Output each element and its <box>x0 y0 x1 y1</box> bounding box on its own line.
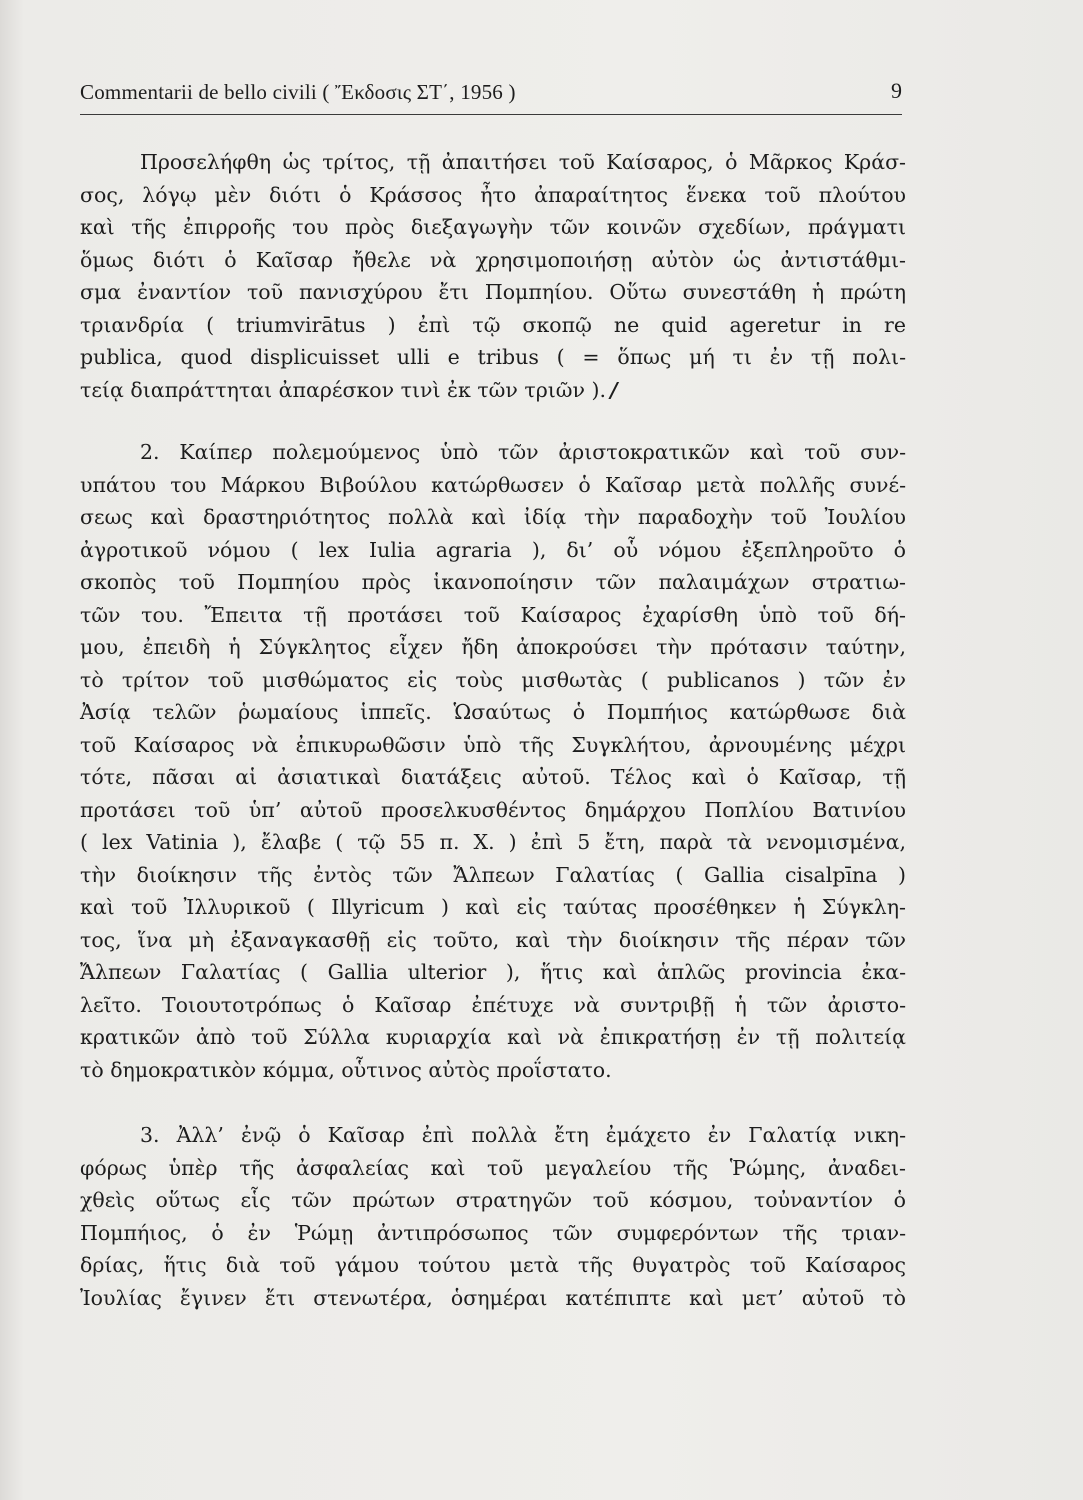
text-line: Ἀσίᾳ τελῶν ῥωμαίους ἱππεῖς. Ὡσαύτως ὁ Πομπήιος κατώρθωσε διὰ <box>80 700 906 724</box>
text-line: χθεὶς οὕτως εἷς τῶν πρώτων στρατηγῶν τοῦ κόσμου, τοὐναντίον ὁ <box>80 1188 906 1212</box>
text-line: μου, ἐπειδὴ ἡ Σύγκλητος εἶχεν ἤδη ἀποκρούσει τὴν πρότασιν ταύτην, <box>80 635 906 659</box>
text-line: υπάτου του Μάρκου Βιβούλου κατώρθωσεν ὁ Καῖσαρ μετὰ πολλῆς συνέ- <box>80 472 906 497</box>
text-line: σος, λόγῳ μὲν διότι ὁ Κράσσος ἦτο ἀπαραίτητος ἕνεκα τοῦ πλούτου <box>80 182 906 207</box>
text-line: τὴν διοίκησιν τῆς ἐντὸς τῶν Ἄλπεων Γαλατίας ( Gallia cisalpīna ) <box>80 862 906 887</box>
text-line: δρίας, ἥτις διὰ τοῦ γάμου τούτου μετὰ τῆς θυγατρὸς τοῦ Καίσαρος <box>80 1253 906 1277</box>
text-line: Ἰουλίας ἔγινεν ἔτι στενωτέρα, ὁσημέραι κατέπιπτε καὶ μετ’ αὐτοῦ τὸ <box>80 1285 906 1310</box>
text-line: Προσελήφθη ὡς τρίτος, τῇ ἀπαιτήσει τοῦ Καίσαρος, ὁ Μᾶρκος Κράσ- <box>140 150 906 174</box>
text-line: τριανδρία ( triumvirātus ) ἐπὶ τῷ σκοπῷ ne quid ageretur in re <box>80 312 906 337</box>
text-line: ( lex Vatinia ), ἔλαβε ( τῷ 55 π. Χ. ) ἐπὶ 5 ἔτη, παρὰ τὰ νενομισμένα, <box>80 830 906 854</box>
text-line-final <box>80 374 906 407</box>
text-line: τοῦ Καίσαρος νὰ ἐπικυρωθῶσιν ὑπὸ τῆς Συγκλήτου, ἀρνουμένης μέχρι <box>80 732 906 757</box>
text-line: λεῖτο. Τοιουτοτρόπως ὁ Καῖσαρ ἐπέτυχε νὰ συντριβῇ ἡ τῶν ἀριστο- <box>80 992 906 1017</box>
text-line: τότε, πᾶσαι αἱ ἀσιατικαὶ διατάξεις αὐτοῦ. Τέλος καὶ ὁ Καῖσαρ, τῇ <box>80 765 906 789</box>
paragraph-spacer <box>80 406 906 436</box>
page-number: 9 <box>891 78 902 103</box>
page-header <box>80 76 902 115</box>
text-line: προτάσει τοῦ ὑπ’ αὐτοῦ προσελκυσθέντος δημάρχου Ποπλίου Βατινίου <box>80 797 906 822</box>
correction-mark: / <box>610 377 618 402</box>
running-title: Commentarii de bello civili ( Ἔκδοσις ΣΤ΄, 1956 ) <box>80 80 516 104</box>
text-line: φόρως ὑπὲρ τῆς ἀσφαλείας καὶ τοῦ μεγαλείου τῆς Ῥώμης, ἀναδει- <box>80 1155 906 1180</box>
text-line: ἀγροτικοῦ νόμου ( lex Iulia agraria ), δι’ οὗ νόμου ἐξεπληροῦτο ὁ <box>80 537 906 562</box>
text-line: Ἄλπεων Γαλατίας ( Gallia ulterior ), ἥτις καὶ ἁπλῶς provincia ἐκα- <box>80 960 906 984</box>
text-line: καὶ τῆς ἐπιρροῆς του πρὸς διεξαγωγὴν τῶν κοινῶν σχεδίων, πράγματι <box>80 215 906 239</box>
text-line: Πομπήιος, ὁ ἐν Ῥώμῃ ἀντιπρόσωπος τῶν συμφερόντων τῆς τριαν- <box>80 1220 906 1245</box>
paragraph-spacer <box>80 1086 906 1119</box>
text-line: καὶ τοῦ Ἰλλυρικοῦ ( Illyricum ) καὶ εἰς ταύτας προσέθηκεν ἡ Σύγκλη- <box>80 895 906 919</box>
text-line: 3. Ἀλλ’ ἐνῷ ὁ Καῖσαρ ἐπὶ πολλὰ ἔτη ἐμάχετο ἐν Γαλατίᾳ νικη- <box>140 1123 906 1147</box>
text-line: ὅμως διότι ὁ Καῖσαρ ἤθελε νὰ χρησιμοποιήσῃ αὐτὸν ὡς ἀντιστάθμι- <box>80 247 906 272</box>
text-line: κρατικῶν ἀπὸ τοῦ Σύλλα κυριαρχία καὶ νὰ ἐπικρατήσῃ ἐν τῇ πολιτείᾳ <box>80 1025 906 1049</box>
text-line: τος, ἵνα μὴ ἐξαναγκασθῇ εἰς τοῦτο, καὶ τὴν διοίκησιν τῆς πέραν τῶν <box>80 927 906 952</box>
paragraph-1 <box>80 146 906 406</box>
text-line: τὸ τρίτον τοῦ μισθώματος εἰς τοὺς μισθωτὰς ( publicanos ) τῶν ἐν <box>80 667 906 692</box>
body-text <box>80 146 906 1314</box>
text-line: σμα ἐναντίον τοῦ πανισχύρου ἔτι Πομπηίου. Οὕτω συνεστάθη ἡ πρώτη <box>80 280 906 304</box>
paragraph-2 <box>80 436 906 1086</box>
text-line: τῶν του. Ἔπειτα τῇ προτάσει τοῦ Καίσαρος ἐχαρίσθη ὑπὸ τοῦ δή- <box>80 602 906 627</box>
text-line-content: τείᾳ διαπράττηται ἀπαρέσκον τινὶ ἐκ τῶν τριῶν ). <box>80 377 607 402</box>
text-line: publica, quod displicuisset ulli e tribus ( = ὅπως μή τι ἐν τῇ πολι- <box>80 345 906 369</box>
text-line: 2. Καίπερ πολεμούμενος ὑπὸ τῶν ἀριστοκρατικῶν καὶ τοῦ συν- <box>140 440 906 464</box>
text-line: σκοπὸς τοῦ Πομπηίου πρὸς ἱκανοποίησιν τῶν παλαιμάχων στρατιω- <box>80 570 906 594</box>
paragraph-3 <box>80 1119 906 1314</box>
text-line: τὸ δημοκρατικὸν κόμμα, οὗτινος αὐτὸς προΐστατο. <box>80 1057 612 1082</box>
text-line: σεως καὶ δραστηριότητος πολλὰ καὶ ἰδίᾳ τὴν παραδοχὴν τοῦ Ἰουλίου <box>80 505 906 529</box>
